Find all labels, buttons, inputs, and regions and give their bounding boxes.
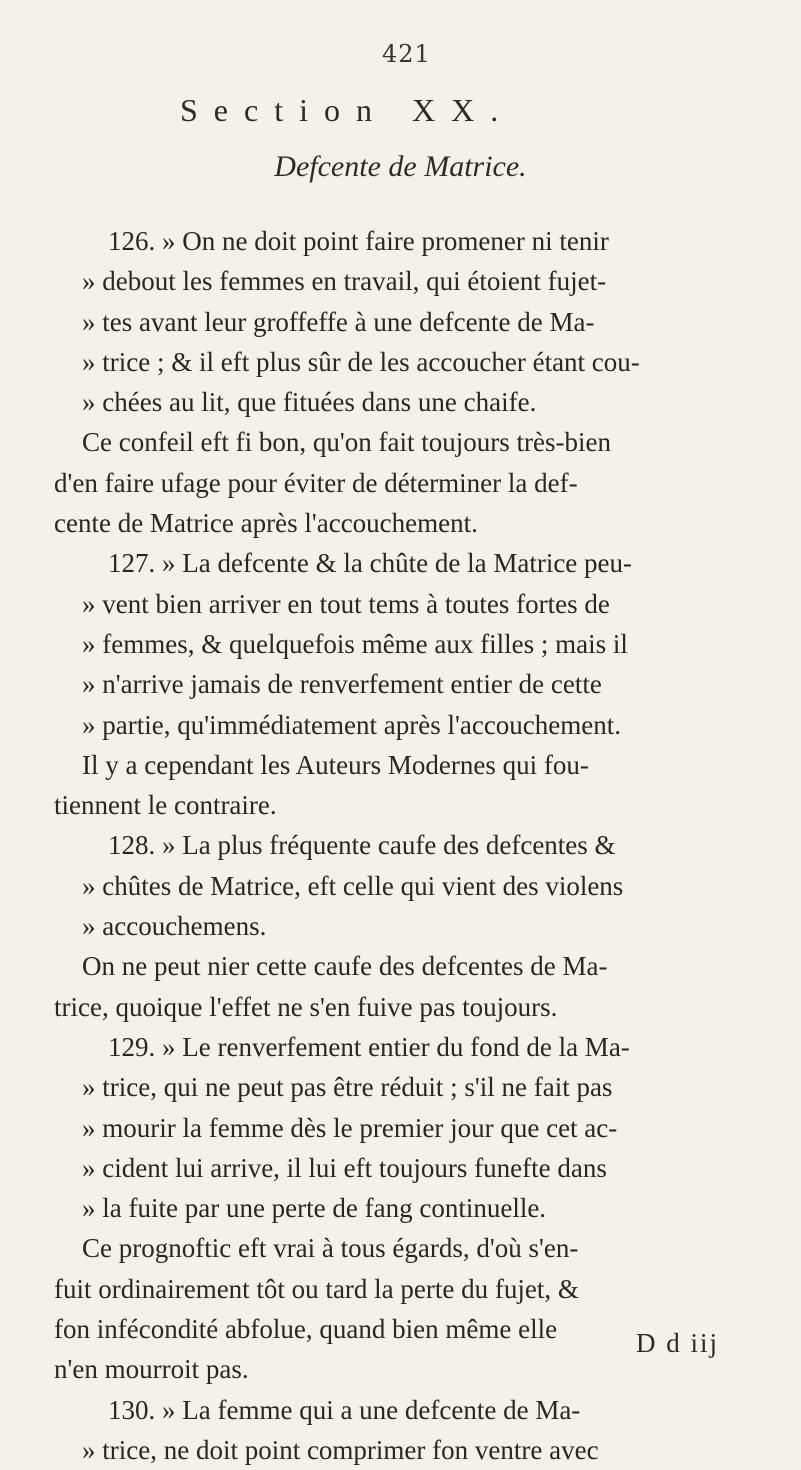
text-line: » la fuite par une perte de fang continuelle. — [82, 1193, 547, 1224]
text-line: 126. » On ne doit point faire promener ni tenir — [108, 226, 609, 256]
text-line: » cident lui arrive, il lui eft toujours funefte dans — [82, 1152, 607, 1183]
text-line: fon infécondité abfolue, quand bien même elle — [54, 1314, 558, 1345]
text-line: 128. » La plus fréquente caufe des defcentes & — [108, 830, 616, 861]
section-subtitle: Defcente de Matrice. — [274, 150, 527, 183]
text-line: » trice, ne doit point comprimer fon ventre avec — [82, 1434, 599, 1465]
text-line: » accouchemens. — [82, 911, 267, 942]
text-line: Ce prognoftic eft vrai à tous égards, d'où s'en- — [82, 1233, 579, 1264]
text-line: » chées au lit, que fituées dans une chaife. — [82, 387, 537, 418]
text-line: » partie, qu'immédiatement après l'accouchement. — [82, 709, 622, 740]
text-line: » mourir la femme dès le premier jour que cet ac- — [82, 1112, 618, 1143]
text-line: tiennent le contraire. — [54, 790, 277, 821]
text-line: » n'arrive jamais de renverfement entier de cette — [82, 669, 602, 700]
section-title: Section XX. — [180, 92, 515, 128]
text-line: n'en mourroit pas. — [54, 1354, 249, 1385]
text-line: » femmes, & quelquefois même aux filles ; mais il — [82, 628, 628, 659]
page-number: 421 — [382, 40, 431, 68]
text-line: Il y a cependant les Auteurs Modernes qui fou- — [82, 749, 589, 780]
text-line: » chûtes de Matrice, eft celle qui vient des violens — [82, 870, 624, 901]
text-line: trice, quoique l'effet ne s'en fuive pas toujours. — [54, 991, 558, 1022]
text-line: d'en faire ufage pour éviter de déterminer la def- — [54, 467, 578, 498]
signature-mark: D d iij — [636, 1328, 720, 1358]
text-line: » vent bien arriver en tout tems à toutes fortes de — [82, 588, 610, 619]
text-line: 129. » Le renverfement entier du fond de la Ma- — [108, 1031, 630, 1062]
text-line: Ce confeil eft fi bon, qu'on fait toujours très-bien — [82, 427, 611, 458]
text-line: » debout les femmes en travail, qui étoient fujet- — [82, 266, 607, 297]
body-text — [54, 221, 774, 1470]
text-line: 130. » La femme qui a une defcente de Ma- — [108, 1394, 581, 1425]
text-line: fuit ordinairement tôt ou tard la perte du fujet, & — [54, 1273, 579, 1304]
text-line: » tes avant leur groffeffe à une defcente de Ma- — [82, 306, 595, 337]
text-line: » trice, qui ne peut pas être réduit ; s'il ne fait pas — [82, 1072, 613, 1103]
text-line: 127. » La defcente & la chûte de la Matrice peu- — [108, 548, 633, 579]
text-line: cente de Matrice après l'accouchement. — [54, 508, 478, 539]
text-line: » trice ; & il eft plus sûr de les accoucher étant cou- — [82, 346, 640, 377]
text-line: On ne peut nier cette caufe des defcentes de Ma- — [82, 951, 608, 982]
